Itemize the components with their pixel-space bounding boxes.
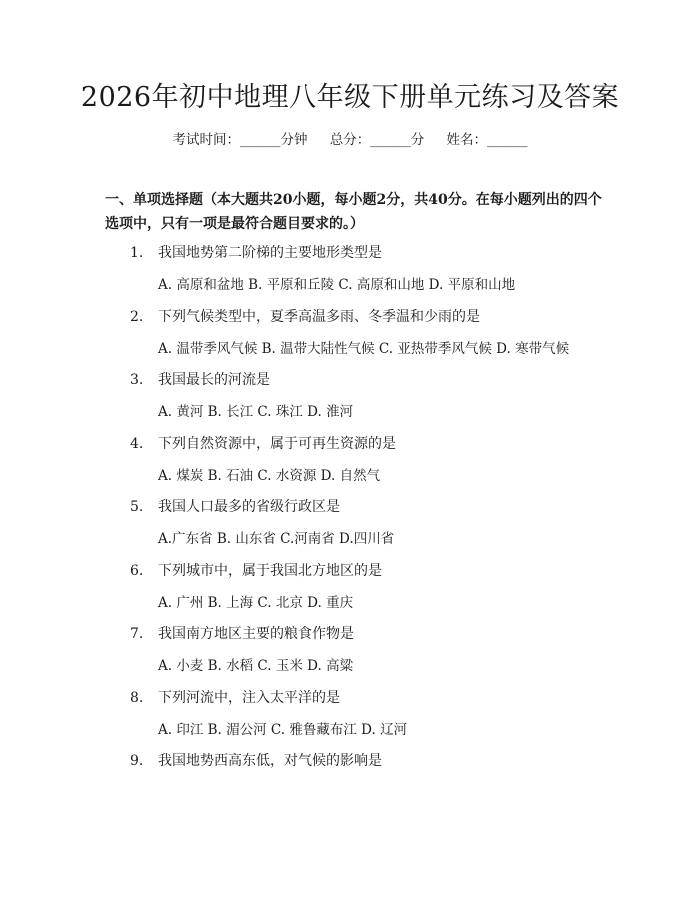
question-number: 5. bbox=[130, 499, 144, 515]
question-text: 我国人口最多的省级行政区是 bbox=[158, 499, 340, 515]
question-stem bbox=[130, 685, 630, 717]
question-options: A. 黄河 B. 长江 C. 珠江 D. 淮河 bbox=[158, 404, 354, 420]
document-title: 2026年初中地理八年级下册单元练习及答案 bbox=[80, 82, 620, 113]
question-stem bbox=[130, 240, 630, 272]
question-number: 8. bbox=[130, 689, 144, 706]
question-number: 2. bbox=[130, 308, 144, 325]
question-options: A. 高原和盆地 B. 平原和丘陵 C. 高原和山地 D. 平原和山地 bbox=[158, 277, 516, 293]
question-text: 下列自然资源中，属于可再生资源的是 bbox=[158, 435, 396, 452]
question-item bbox=[130, 494, 630, 558]
question-item bbox=[130, 367, 630, 431]
question-stem bbox=[130, 748, 630, 780]
question-stem bbox=[130, 367, 630, 399]
question-stem bbox=[130, 494, 630, 526]
question-text: 下列河流中，注入太平洋的是 bbox=[158, 689, 340, 706]
question-item bbox=[130, 558, 630, 622]
question-options: A. 小麦 B. 水稻 C. 玉米 D. 高粱 bbox=[158, 658, 354, 674]
total-score-field: 总分：______分 bbox=[329, 132, 425, 148]
question-number: 7. bbox=[130, 626, 144, 642]
question-options: A. 印江 B. 湄公河 C. 雅鲁藏布江 D. 辽河 bbox=[158, 721, 408, 738]
question-item bbox=[130, 431, 630, 495]
question-text: 我国南方地区主要的粮食作物是 bbox=[158, 626, 354, 642]
question-options: A. 广州 B. 上海 C. 北京 D. 重庆 bbox=[158, 594, 354, 611]
exam-time-field: 考试时间：______分钟 bbox=[172, 132, 308, 148]
question-options: A. 煤炭 B. 石油 C. 水资源 D. 自然气 bbox=[158, 467, 381, 484]
question-text: 我国地势第二阶梯的主要地形类型是 bbox=[158, 245, 382, 261]
question-text: 我国最长的河流是 bbox=[158, 372, 270, 388]
question-item bbox=[130, 621, 630, 685]
question-item bbox=[130, 304, 630, 368]
question-list bbox=[130, 240, 630, 780]
question-text: 我国地势西高东低，对气候的影响是 bbox=[158, 753, 382, 769]
question-stem bbox=[130, 621, 630, 653]
question-item bbox=[130, 240, 630, 304]
question-text: 下列城市中，属于我国北方地区的是 bbox=[158, 562, 382, 579]
question-number: 6. bbox=[130, 562, 144, 579]
exam-info-line bbox=[0, 130, 700, 150]
question-number: 1. bbox=[130, 245, 144, 261]
question-number: 9. bbox=[130, 753, 144, 769]
question-text: 下列气候类型中，夏季高温多雨、冬季温和少雨的是 bbox=[158, 308, 480, 325]
question-stem bbox=[130, 431, 630, 463]
question-item bbox=[130, 685, 630, 749]
student-name-field: 姓名：______ bbox=[446, 132, 528, 148]
question-options: A. 温带季风气候 B. 温带大陆性气候 C. 亚热带季风气候 D. 寒带气候 bbox=[158, 340, 570, 357]
question-number: 3. bbox=[130, 372, 144, 388]
question-item bbox=[130, 748, 630, 780]
question-number: 4. bbox=[130, 435, 144, 452]
section-heading: 一、单项选择题（本大题共20小题，每小题2分，共40分。在每小题列出的四个选项中，只有一项是最符合题目要求的。） bbox=[105, 192, 602, 232]
question-stem bbox=[130, 558, 630, 590]
question-options: A.广东省 B. 山东省 C.河南省 D.四川省 bbox=[158, 531, 395, 547]
question-stem bbox=[130, 304, 630, 336]
